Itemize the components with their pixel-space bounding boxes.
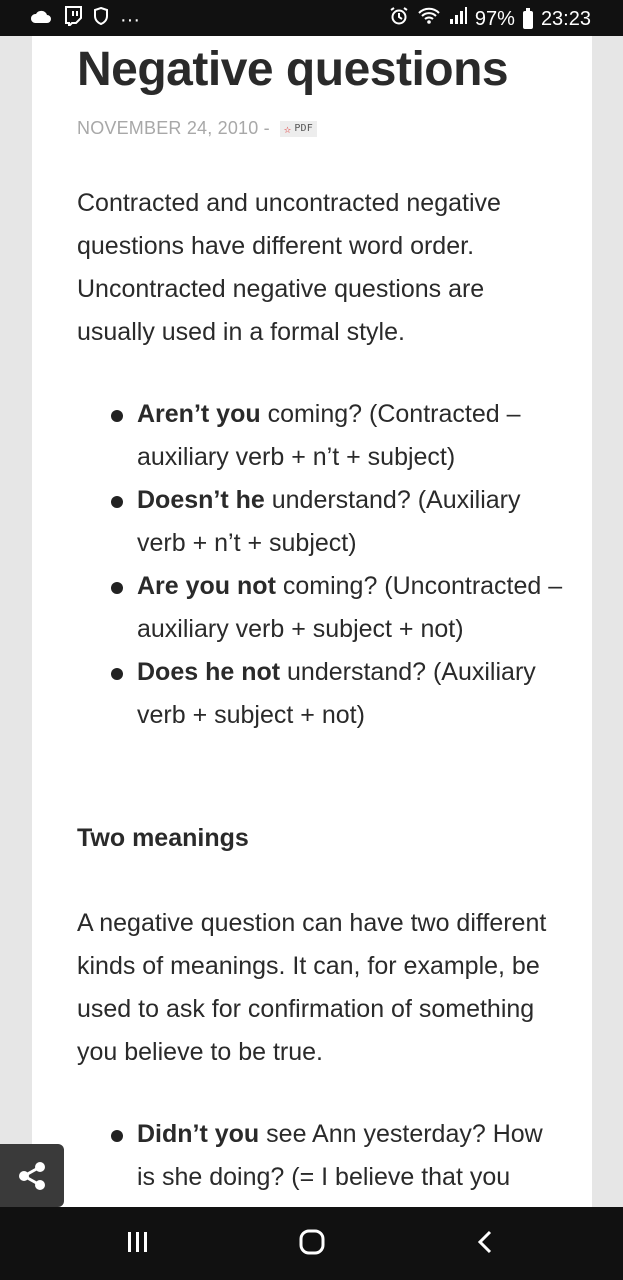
- signal-icon: [449, 7, 467, 32]
- home-icon[interactable]: [292, 1225, 332, 1261]
- example-rest: understand? (Auxiliary verb + subject + not): [137, 658, 536, 729]
- section-heading: Two meanings: [77, 824, 249, 852]
- example-rest: understand? (Auxiliary verb + n’t + subject): [137, 486, 521, 557]
- back-icon[interactable]: [466, 1225, 506, 1261]
- example-bold: Does he not: [137, 658, 281, 686]
- intro-paragraph: Contracted and uncontracted negative questions have different word order. Uncontracted negative questions are usually used in a formal style.: [77, 189, 501, 346]
- battery-percent: 97%: [474, 8, 515, 30]
- example-bold: Didn’t you: [137, 1120, 260, 1148]
- battery-icon: [523, 11, 533, 29]
- alarm-icon: [389, 6, 409, 33]
- meanings-paragraph: A negative question can have two different kinds of meanings. It can, for example, be used to ask for confirmation of something you believe to be true.: [77, 909, 547, 1066]
- example-rest: coming? (Contracted – auxiliary verb + n’t + subject): [137, 400, 521, 471]
- example-bold: Aren’t you: [137, 400, 261, 428]
- more-dots-icon: ···: [120, 8, 140, 31]
- list-item: [137, 393, 567, 479]
- recent-apps-icon[interactable]: [118, 1225, 158, 1261]
- clock: 23:23: [540, 8, 591, 30]
- examples-list: [137, 393, 567, 737]
- pdf-label: PDF: [294, 123, 313, 134]
- share-button[interactable]: [0, 1144, 64, 1207]
- navigation-bar: [0, 1207, 623, 1280]
- article-card: [32, 36, 592, 1207]
- post-meta: [77, 118, 317, 139]
- status-bar: [0, 0, 623, 36]
- list-item: [137, 1113, 567, 1199]
- shield-icon: [94, 7, 108, 32]
- examples-list-2: [137, 1113, 567, 1199]
- post-date: NOVEMBER 24, 2010 -: [77, 118, 270, 138]
- list-item: [137, 651, 567, 737]
- wifi-icon: [417, 7, 441, 32]
- list-item: [137, 479, 567, 565]
- pdf-icon: ☆: [283, 121, 292, 136]
- example-bold: Doesn’t he: [137, 486, 265, 514]
- example-rest: coming? (Uncontracted – auxiliary verb + subject + not): [137, 572, 563, 643]
- list-item: [137, 565, 567, 651]
- share-icon: [16, 1160, 48, 1192]
- cloud-icon: [30, 9, 52, 31]
- example-bold: Are you not: [137, 572, 276, 600]
- twitch-icon: [64, 6, 82, 33]
- page-title: Negative questions: [77, 43, 509, 96]
- example-rest: see Ann yesterday? How is she doing? (= I believe that you: [137, 1120, 543, 1191]
- pdf-button[interactable]: [280, 121, 317, 137]
